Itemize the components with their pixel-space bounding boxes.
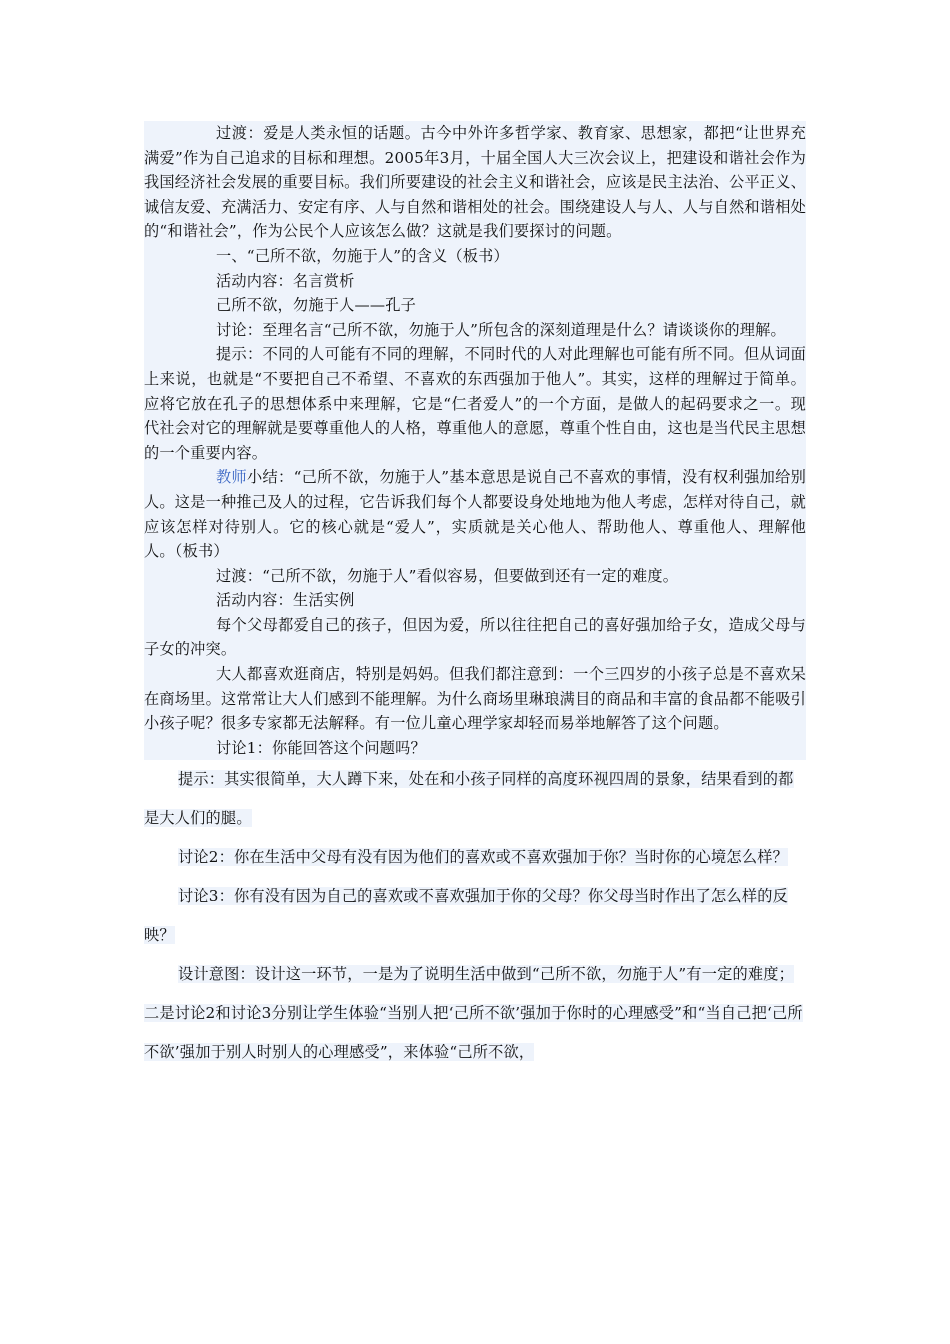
discussion: 讨论：至理名言“己所不欲，勿施于人”所包含的深刻道理是什么？请谈谈你的理解。 [216,320,786,339]
discussion-1: 讨论1：你能回答这个问题吗？ [216,738,426,757]
document-page [144,121,806,1072]
example-2: 大人都喜欢逛商店，特别是妈妈。但我们都注意到：一个三四岁的小孩子总是不喜欢呆在商场里。这常常让大人们感到不能理解。为什么商场里琳琅满目的商品和丰富的食品都不能吸引小孩子呢？很多专家都无法解释。有一位儿童心理学家却轻而易举地解答了这个问题。 [144,665,806,733]
quote: 己所不欲，勿施于人——孔子 [216,296,417,315]
example-1: 每个父母都爱自己的孩子，但因为爱，所以往往把自己的喜好强加给子女，造成父母与子女的冲突。 [144,615,806,659]
design-intent: 设计意图：设计这一环节，一是为了说明生活中做到“己所不欲，勿施于人”有一定的难度；二是讨论2和讨论3分别让学生体验“当别人把‘己所不欲’强加于你时的心理感受”和“当自己把‘己所不欲’强加于别人时别人的心理感受”，来体验“己所不欲， [144,965,803,1062]
discussion-2: 讨论2：你在生活中父母有没有因为他们的喜欢或不喜欢强加于你？当时你的心境怎么样？ [178,848,788,867]
wide-block [144,760,806,1072]
activity-label: 活动内容：名言赏析 [216,271,355,290]
transition-2: 过渡：“己所不欲，勿施于人”看似容易，但要做到还有一定的难度。 [216,566,679,585]
teacher-link[interactable]: 教师 [216,468,248,487]
hint: 提示：不同的人可能有不同的理解，不同时代的人对此理解也可能有所不同。但从词面上来说，也就是“不要把自己不希望、不喜欢的东西强加于他人”。其实，这样的理解过于简单。应将它放在孔子的思想体系中来理解，它是“仁者爱人”的一个方面，是做人的起码要求之一。现代社会对它的理解就是要尊重他人的人格，尊重他人的意愿，尊重个性自由，这也是当代民主思想的一个重要内容。 [144,345,806,462]
teacher-summary-text: 小结：“己所不欲，勿施于人”基本意思是说自己不喜欢的事情，没有权利强加给别人。这是一种推己及人的过程，它告诉我们每个人都要设身处地地为他人考虑，怎样对待自己，就应该怎样对待别人。它的核心就是“爱人”，实质就是关心他人、帮助他人、尊重他人、理解他人。（板书） [144,468,806,561]
activity-label-2: 活动内容：生活实例 [216,591,355,610]
discussion-3: 讨论3：你有没有因为自己的喜欢或不喜欢强加于你的父母？你父母当时作出了怎么样的反映？ [144,887,788,945]
hint-2: 提示：其实很简单，大人蹲下来，处在和小孩子同样的高度环视四周的景象，结果看到的都是大人们的腿。 [144,770,794,828]
teacher-summary [144,465,806,563]
paragraph-transition: 过渡：爱是人类永恒的话题。古今中外许多哲学家、教育家、思想家，都把“让世界充满爱”作为自己追求的目标和理想。2005年3月，十届全国人大三次会议上，把建设和谐社会作为我国经济社会发展的重要目标。我们所要建设的社会主义和谐社会，应该是民主法治、公平正义、诚信友爱、充满活力、安定有序、人与自然和谐相处的社会。围绕建设人与人、人与自然和谐相处的“和谐社会”，作为公民个人应该怎么做？这就是我们要探讨的问题。 [144,124,806,241]
highlighted-block [144,121,806,760]
section-heading: 一、“己所不欲，勿施于人”的含义（板书） [216,246,509,265]
